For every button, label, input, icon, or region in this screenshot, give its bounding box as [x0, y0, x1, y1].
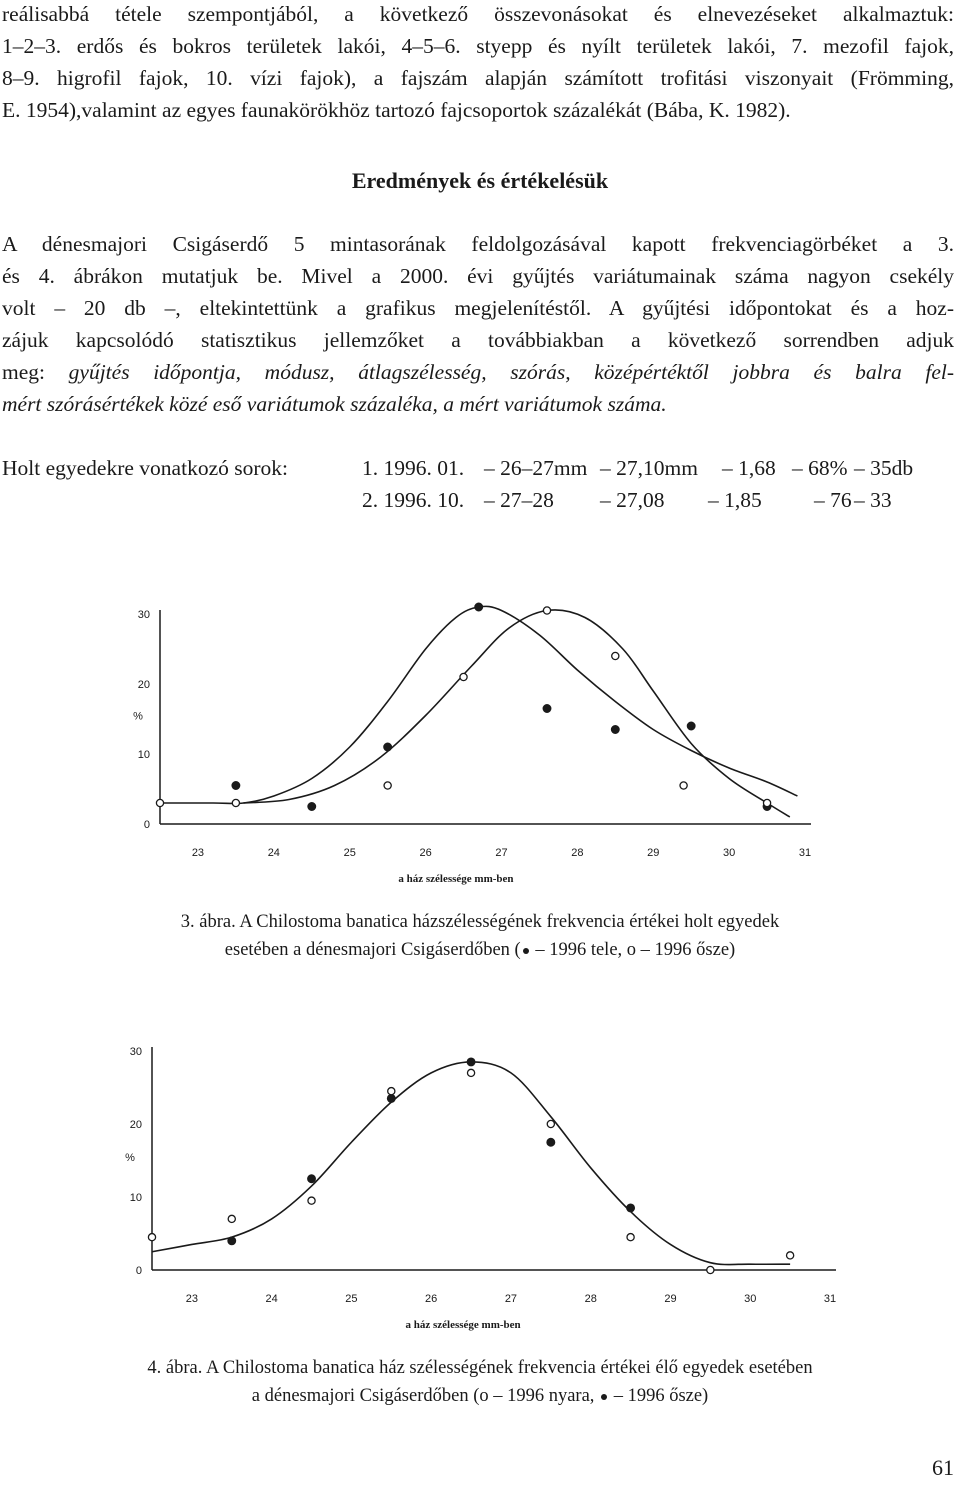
holt-row2-date: 2. 1996. 10.	[362, 488, 465, 512]
data-point-open	[148, 1234, 155, 1241]
x-axis-label: a ház szélessége mm-ben	[405, 1319, 521, 1331]
figure-3-caption-part-b: – 1996 tele, o – 1996 ősze)	[530, 940, 736, 960]
y-tick-label: 30	[137, 609, 150, 621]
figure-3-svg	[0, 580, 960, 900]
data-point-open	[612, 652, 619, 659]
data-point-open	[680, 782, 687, 789]
body-line-5	[2, 356, 954, 388]
data-point-filled	[308, 1175, 316, 1183]
body-line-1: A dénesmajori Csigáserdő 5 mintasorának feldolgozásával kapott frekvenciagörbéket a 3.	[2, 232, 954, 256]
body-line-4: zájuk kapcsolódó statisztikus jellemzőket a továbbiakban a következő sorrendben adjuk	[2, 328, 954, 352]
data-point-open	[627, 1234, 634, 1241]
data-point-open	[156, 799, 163, 806]
figure-3-chart	[0, 580, 960, 900]
data-point-open	[467, 1069, 474, 1076]
data-point-open	[543, 607, 550, 614]
series-curve-filled	[160, 606, 797, 803]
body-line-6: mért szórásértékek közé eső variátumok százaléka, a mért variátumok száma.	[2, 392, 667, 416]
y-tick-label: 0	[135, 1265, 142, 1277]
x-tick-label: 29	[647, 847, 660, 859]
series-curve-open	[152, 1062, 790, 1265]
data-point-filled	[232, 782, 240, 790]
holt-row2-sd: – 1,85	[708, 488, 762, 512]
y-tick-label: 20	[137, 679, 150, 691]
figure-4-caption-part-a: a dénesmajori Csigáserdőben (o – 1996 nyara,	[251, 1386, 600, 1406]
data-point-filled	[543, 705, 551, 713]
figure-3-caption-part-a: esetében a dénesmajori Csigáserdőben (	[224, 940, 521, 960]
data-point-filled	[611, 726, 619, 734]
data-point-open	[308, 1197, 315, 1204]
intro-line-2: 1–2–3. erdős és bokros területek lakói, 4–5–6. styepp és nyílt területek lakói, 7. mezofil fajok,	[2, 34, 954, 58]
y-tick-label: 10	[137, 749, 150, 761]
x-tick-label: 24	[265, 1293, 278, 1305]
intro-paragraph	[2, 0, 954, 126]
data-point-open	[460, 673, 467, 680]
y-tick-label: 10	[129, 1192, 142, 1204]
data-point-filled	[228, 1237, 236, 1245]
data-point-open	[787, 1252, 794, 1259]
x-tick-label: 24	[267, 847, 280, 859]
data-point-filled	[308, 803, 316, 811]
x-axis-label: a ház szélessége mm-ben	[398, 873, 514, 885]
intro-line-1: reálisabbá tétele szempontjából, a következő összevonásokat és elnevezéseket alkalmaztuk:	[2, 2, 954, 26]
figure-4-caption-line-1: 4. ábra. A Chilostoma banatica ház szélességének frekvencia értékei élő egyedek esetében	[147, 1358, 813, 1378]
data-point-open	[388, 1088, 395, 1095]
x-tick-label: 31	[823, 1293, 837, 1305]
holt-row1-mode: – 26–27mm	[484, 456, 588, 480]
filled-dot-icon	[523, 948, 529, 954]
body-line-5-plain: meg:	[2, 360, 69, 384]
x-tick-label: 26	[419, 847, 432, 859]
data-point-open	[232, 799, 239, 806]
results-paragraph	[2, 228, 954, 420]
x-tick-label: 30	[744, 1293, 757, 1305]
data-point-filled	[387, 1095, 395, 1103]
intro-line-3: 8–9. higrofil fajok, 10. vízi fajok), a fajszám alapján számított trofitási viszonyait (Frömming,	[2, 66, 954, 90]
x-tick-label: 25	[343, 847, 356, 859]
data-point-filled	[687, 722, 695, 730]
section-heading: Eredmények és értékelésük	[351, 168, 609, 193]
holt-label: Holt egyedekre vonatkozó sorok:	[2, 456, 288, 480]
x-tick-label: 29	[664, 1293, 677, 1305]
data-point-open	[384, 782, 391, 789]
intro-line-4: E. 1954),valamint az egyes faunakörökhöz tartozó fajcsoportok százalékát (Bába, K. 1982).	[2, 98, 791, 122]
x-tick-label: 27	[504, 1293, 518, 1305]
x-tick-label: 27	[495, 847, 508, 859]
x-tick-label: 28	[571, 847, 584, 859]
holt-row1-date: 1. 1996. 01.	[362, 456, 465, 480]
data-point-filled	[547, 1138, 555, 1146]
y-axis-label: %	[125, 1151, 135, 1164]
x-tick-label: 28	[584, 1293, 597, 1305]
figure-3-caption-line-1: 3. ábra. A Chilostoma banatica házszélességének frekvencia értékei holt egyedek	[180, 912, 780, 932]
series-curve-open	[243, 610, 789, 817]
data-point-open	[707, 1266, 714, 1273]
y-tick-label: 30	[129, 1046, 142, 1058]
holt-row2-count: – 33	[854, 488, 892, 512]
holt-row2-mean: – 27,08	[600, 488, 665, 512]
data-point-open	[763, 799, 770, 806]
data-point-filled	[627, 1204, 635, 1212]
x-tick-label: 26	[425, 1293, 438, 1305]
body-line-3: volt – 20 db –, eltekintettünk a grafikus megjelenítéstől. A gyűjtési időpontokat és a hoz-	[2, 296, 954, 320]
figure-3-caption	[0, 908, 960, 964]
y-tick-label: 20	[129, 1119, 142, 1131]
y-tick-label: 0	[143, 819, 150, 831]
x-tick-label: 30	[722, 847, 736, 859]
figure-4-caption-line-2	[0, 1382, 960, 1410]
body-line-5-italic: gyűjtés időpontja, módusz, átlagszélesség, szórás, középértéktől jobbra és balra fel-	[68, 360, 954, 384]
figure-4-caption	[0, 1354, 960, 1410]
body-line-2: és 4. ábrákon mutatjuk be. Mivel a 2000. évi gyűjtés variátumainak száma nagyon csekély	[2, 264, 954, 288]
holt-row2-percent: – 76	[814, 488, 852, 512]
data-point-filled	[467, 1058, 475, 1066]
holt-row1-percent: – 68%	[792, 456, 848, 480]
data-point-filled	[475, 603, 483, 611]
y-axis-label: %	[133, 710, 143, 723]
data-point-filled	[384, 743, 392, 751]
figure-3-caption-line-2	[0, 936, 960, 964]
page-number: 61	[932, 1455, 954, 1480]
figure-4-svg	[0, 1025, 960, 1345]
filled-dot-icon	[601, 1394, 607, 1400]
data-point-open	[547, 1120, 554, 1127]
x-tick-label: 23	[185, 1293, 199, 1305]
x-tick-label: 25	[345, 1293, 358, 1305]
figure-4-chart	[0, 1025, 960, 1345]
x-tick-label: 23	[191, 847, 205, 859]
holt-row2-mode: – 27–28	[484, 488, 554, 512]
x-tick-label: 31	[798, 847, 812, 859]
figure-4-caption-part-b: – 1996 ősze)	[609, 1386, 709, 1406]
data-point-open	[228, 1215, 235, 1222]
holt-row1-mean: – 27,10mm	[600, 456, 698, 480]
holt-row1-sd: – 1,68	[722, 456, 776, 480]
holt-row1-count: – 35db	[854, 456, 914, 480]
